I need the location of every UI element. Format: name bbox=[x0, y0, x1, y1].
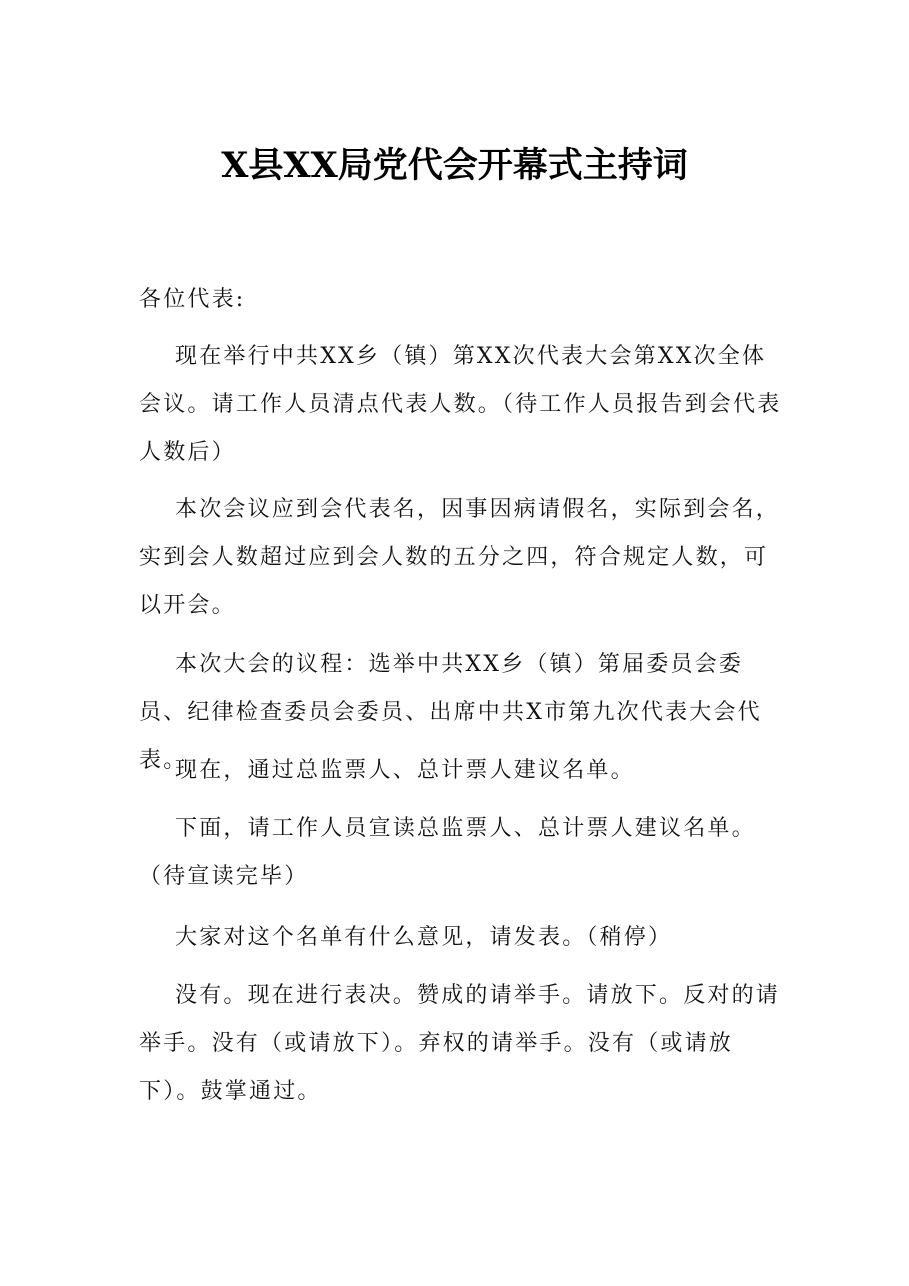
paragraph-6: 大家对这个名单有什么意见，请发表。（稍停） bbox=[175, 925, 673, 950]
salutation: 各位代表: bbox=[139, 287, 246, 312]
paragraph-2: 本次会议应到会代表名，因事因病请假名，实际到会名，实到会人数超过应到会人数的五分之四，符合规定人数，可以开会。 bbox=[139, 497, 781, 618]
paragraph-7: 没有。现在进行表决。赞成的请举手。请放下。反对的请举手。没有（或请放下）。弃权的请举手。没有（或请放下）。鼓掌通过。 bbox=[139, 983, 781, 1104]
paragraph-4: 现在，通过总监票人、总计票人建议名单。 bbox=[175, 758, 635, 783]
paragraph-1: 现在举行中共XX乡（镇）第XX次代表大会第XX次全体会议。请工作人员清点代表人数。（待工作人员报告到会代表人数后） bbox=[139, 344, 782, 465]
paragraph-3: 本次大会的议程：选举中共XX乡（镇）第届委员会委员、纪律检查委员会委员、出席中共X市第九次代表大会代表。 bbox=[139, 652, 762, 773]
document-title: X县XX局党代会开幕式主持词 bbox=[221, 145, 688, 186]
paragraph-5: 下面，请工作人员宣读总监票人、总计票人建议名单。（待宣读完毕） bbox=[139, 816, 756, 889]
